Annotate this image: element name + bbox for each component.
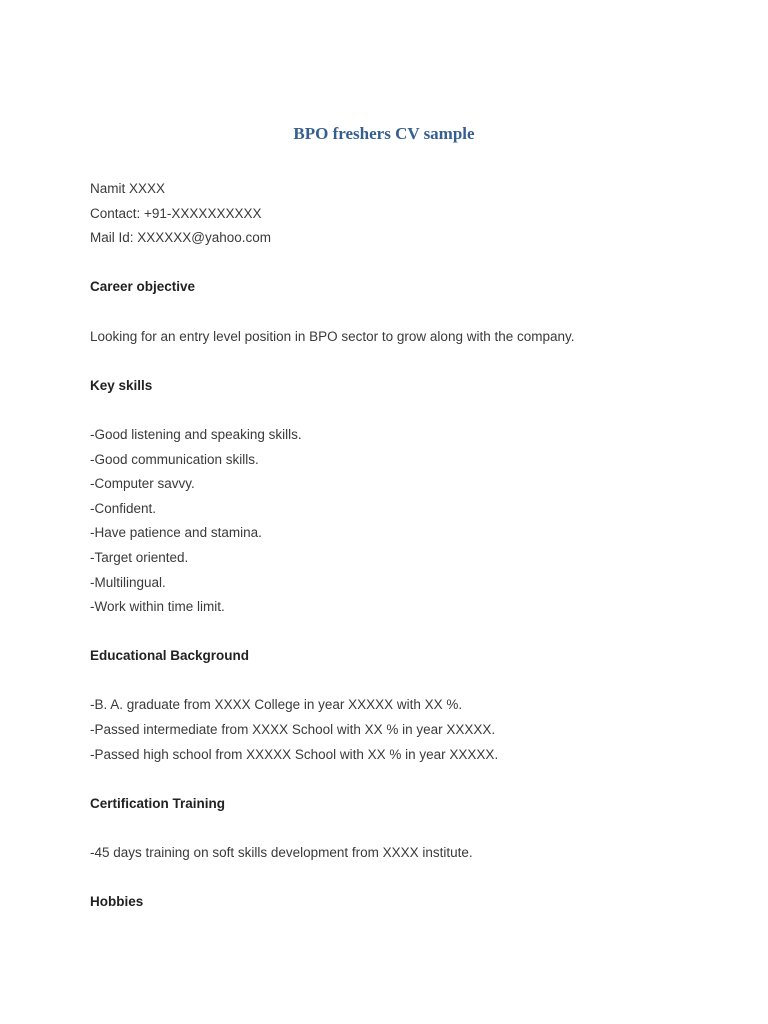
spacer xyxy=(90,816,730,841)
document-body xyxy=(90,177,730,915)
list-item: -Good communication skills. xyxy=(90,451,259,467)
certification-section xyxy=(90,792,730,866)
contact-name: Namit XXXX xyxy=(90,181,166,196)
section-heading-education: Educational Background xyxy=(90,648,250,664)
contact-mail: Mail Id: XXXXXX@yahoo.com xyxy=(90,230,272,246)
spacer xyxy=(90,866,730,891)
list-item: -Passed high school from XXXXX School with XX % in year XXXXX. xyxy=(90,746,499,762)
list-item: -Have patience and stamina. xyxy=(90,525,262,541)
key-skills-section xyxy=(90,374,730,620)
education-section xyxy=(90,644,730,767)
spacer xyxy=(90,398,730,423)
list-item: -Computer savvy. xyxy=(90,476,195,492)
contact-block xyxy=(90,177,730,251)
career-objective-section xyxy=(90,275,730,349)
spacer xyxy=(90,300,730,325)
document-title: BPO freshers CV sample xyxy=(293,124,475,143)
list-item: -Target oriented. xyxy=(90,549,189,565)
section-heading-hobbies: Hobbies xyxy=(90,894,144,910)
list-item: -Confident. xyxy=(90,500,157,516)
spacer xyxy=(90,620,730,645)
hobbies-section xyxy=(90,890,730,915)
list-item: -Multilingual. xyxy=(90,574,166,590)
spacer xyxy=(90,767,730,792)
career-objective-text: Looking for an entry level position in BPO sector to grow along with the company. xyxy=(90,328,575,344)
section-heading-career-objective: Career objective xyxy=(90,279,196,295)
section-heading-key-skills: Key skills xyxy=(90,377,153,393)
spacer xyxy=(90,251,730,276)
spacer xyxy=(90,349,730,374)
list-item: -Work within time limit. xyxy=(90,599,225,615)
list-item: -45 days training on soft skills development from XXXX institute. xyxy=(90,845,473,861)
contact-phone: Contact: +91-XXXXXXXXXX xyxy=(90,205,262,221)
list-item: -B. A. graduate from XXXX College in year XXXXX with XX %. xyxy=(90,697,463,713)
list-item: -Good listening and speaking skills. xyxy=(90,426,302,442)
list-item: -Passed intermediate from XXXX School with XX % in year XXXXX. xyxy=(90,722,496,738)
section-heading-certification: Certification Training xyxy=(90,795,226,811)
spacer xyxy=(90,669,730,694)
